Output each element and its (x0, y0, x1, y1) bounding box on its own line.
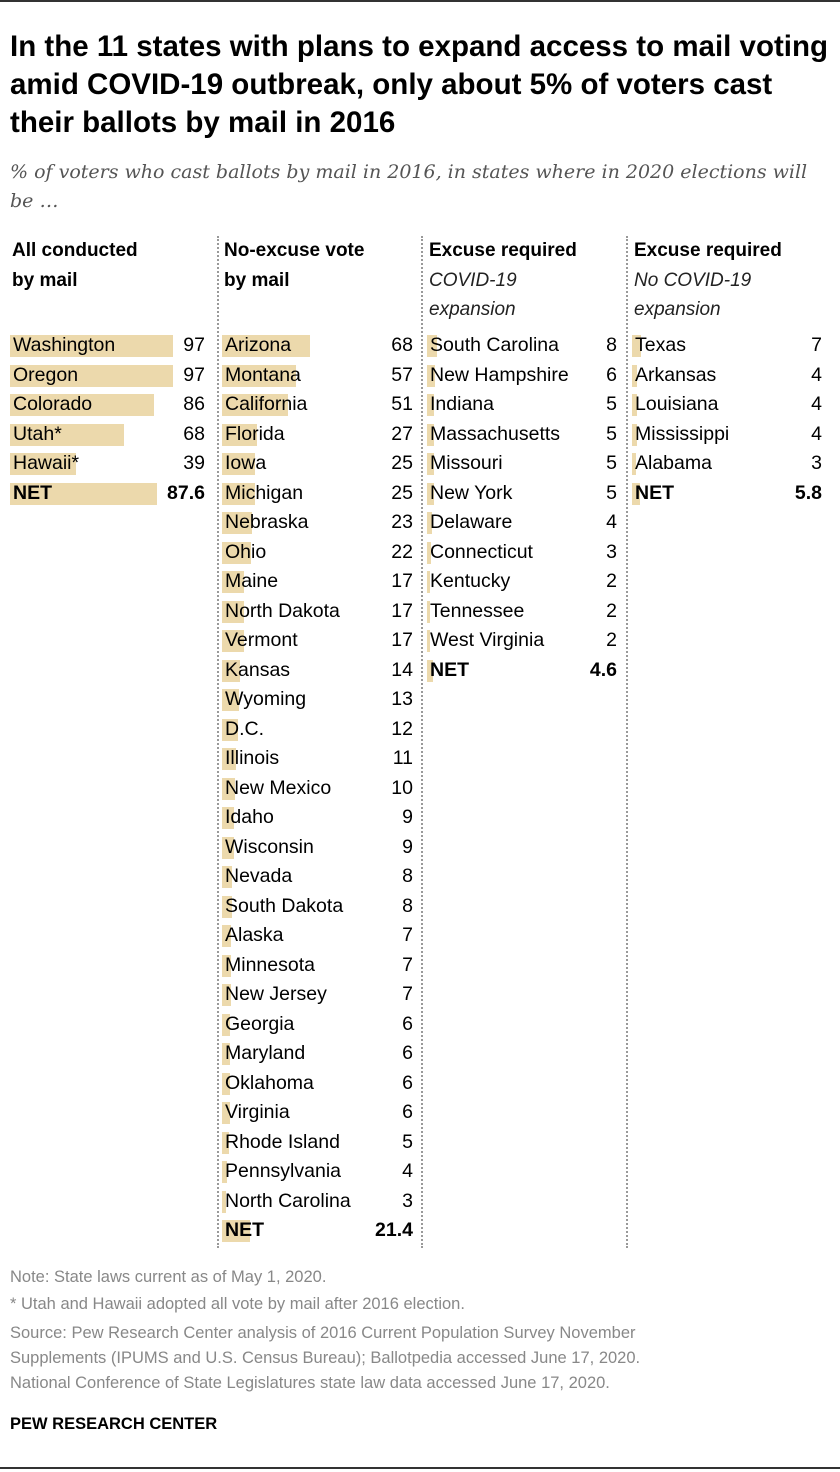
column-heading-line: All conducted (12, 240, 138, 261)
bar-label: New Hampshire (430, 363, 569, 386)
column-subheading-line: expansion (429, 299, 516, 320)
bar-label: Texas (635, 334, 686, 356)
bar-value-label: 10 (391, 776, 413, 799)
bar-value-label: 6 (402, 1071, 413, 1094)
bar-value-label: 68 (391, 334, 413, 356)
bar-row (222, 892, 413, 922)
chart-subtitle: % of voters who cast ballots by mail in 2016, in states where in 2020 elections will be … (10, 161, 808, 212)
bar-value-label: 5 (402, 1130, 413, 1153)
bar-value-label: 51 (391, 393, 413, 415)
bar-label: Kansas (225, 658, 291, 681)
bar-row (222, 862, 413, 892)
bar-row (222, 538, 413, 568)
column-heading-line: Excuse required (429, 240, 577, 261)
bar-value-label: 7 (402, 924, 413, 946)
bar-value-label: 4 (811, 422, 822, 445)
bar-label: New Jersey (225, 983, 327, 1005)
bar-value-label: 5 (606, 481, 617, 504)
bar-value-label: 6 (402, 1012, 413, 1035)
bar-value-label: 8 (402, 894, 413, 917)
bar-label: Illinois (225, 747, 280, 769)
bar-value-label: 39 (183, 452, 205, 474)
bar-label: West Virginia (430, 629, 545, 651)
column-divider (626, 236, 628, 1248)
bar-row (222, 567, 413, 597)
column-header (12, 236, 138, 295)
bar-row (222, 331, 413, 361)
bar-row (222, 803, 413, 833)
bar-row (222, 921, 413, 951)
bar-label: Alabama (635, 452, 712, 474)
bar-value-label: 21.4 (375, 1219, 413, 1241)
bar-row (222, 597, 413, 627)
column-heading-line: No-excuse vote (224, 240, 365, 261)
net-row (427, 656, 617, 686)
bar-row (222, 390, 413, 420)
bar-label: Delaware (430, 511, 513, 533)
bar-label: Vermont (225, 629, 298, 651)
bar-row (222, 361, 413, 391)
bar-label: Utah* (13, 422, 62, 445)
bar-value-label: 3 (402, 1189, 413, 1212)
bar-value-label: 3 (606, 540, 617, 563)
bar-row (427, 567, 617, 597)
bar-label: Washington (13, 334, 116, 356)
bar-value-label: 22 (391, 540, 413, 563)
bar-label: NET (635, 481, 674, 504)
bar-label: South Carolina (430, 334, 559, 356)
column-heading-line: by mail (12, 269, 78, 291)
bar-label: Ohio (225, 540, 267, 563)
bar-row (632, 390, 822, 420)
bar-value-label: 4 (402, 1160, 413, 1182)
bar-value-label: 13 (391, 688, 413, 710)
bar-label: New York (430, 481, 513, 504)
bar-label: Colorado (13, 393, 93, 415)
column-divider (421, 236, 423, 1248)
bar-label: Oklahoma (225, 1071, 314, 1094)
bar-row (222, 479, 413, 509)
bar-row (222, 656, 413, 686)
bar-value-label: 97 (183, 363, 205, 386)
bar-value-label: 87.6 (167, 481, 205, 504)
footer-note: Note: State laws current as of May 1, 2020. (10, 1268, 327, 1286)
bar-value-label: 14 (391, 658, 413, 681)
bar-label: Iowa (225, 452, 267, 474)
bar-label: Michigan (225, 481, 304, 504)
bar-label: Kentucky (430, 570, 511, 592)
bar-value-label: 11 (392, 747, 413, 769)
bar-label: Virginia (225, 1101, 290, 1123)
bar-label: Mississippi (635, 422, 730, 445)
bar-value-label: 3 (811, 452, 822, 474)
bar-label: NET (225, 1219, 264, 1241)
net-row (222, 1216, 413, 1246)
bar-row (427, 479, 617, 509)
bar-row (222, 980, 413, 1010)
bar-row (632, 361, 822, 391)
bar-value-label: 57 (391, 363, 413, 386)
bar-label: Wisconsin (225, 835, 314, 858)
bar-row (222, 744, 413, 774)
bar-value-label: 23 (391, 511, 413, 533)
bar-value-label: 6 (402, 1042, 413, 1064)
bar-label: NET (13, 481, 52, 504)
bar-value-label: 5 (606, 452, 617, 474)
bar-label: Idaho (225, 806, 274, 828)
bar-value-label: 4 (811, 363, 822, 386)
bar-value-label: 2 (606, 570, 617, 592)
bar-row (222, 774, 413, 804)
bar-row (222, 1069, 413, 1099)
bar-value-label: 7 (811, 334, 822, 356)
bar-value-label: 5 (606, 422, 617, 445)
bar-row (427, 449, 617, 479)
bar-value-label: 4 (606, 511, 617, 533)
bar-label: North Carolina (225, 1189, 351, 1212)
bar-row (427, 626, 617, 656)
bar-label: D.C. (225, 717, 264, 740)
bar-value-label: 4 (811, 393, 822, 415)
footer-asterisk-note: * Utah and Hawaii adopted all vote by mail after 2016 election. (10, 1295, 465, 1313)
bar-label: Tennessee (430, 599, 525, 622)
bar-label: Missouri (430, 452, 503, 474)
bar-label: Indiana (430, 393, 494, 415)
top-rule (0, 0, 840, 2)
bar-row (222, 685, 413, 715)
bar-row (427, 361, 617, 391)
bar-label: Arizona (225, 334, 292, 356)
bar-row (10, 449, 205, 479)
bar-value-label: 5 (606, 393, 617, 415)
bar-label: California (225, 393, 308, 415)
bar-label: Hawaii* (13, 452, 80, 474)
bar-value-label: 2 (606, 599, 617, 622)
column-header (429, 236, 577, 325)
bar-label: Minnesota (225, 953, 315, 976)
bar-value-label: 8 (402, 865, 413, 887)
bottom-rule (0, 1467, 840, 1469)
column-heading-line: Excuse required (634, 240, 782, 261)
bar-row (632, 331, 822, 361)
bar-value-label: 27 (391, 422, 413, 445)
bar-row (427, 331, 617, 361)
bar-value-label: 7 (402, 953, 413, 976)
bar-row (427, 538, 617, 568)
bar-label: Wyoming (225, 688, 307, 710)
column-subheading-line: COVID-19 (429, 269, 517, 291)
bar-row (222, 1157, 413, 1187)
net-row (632, 479, 822, 509)
bar-value-label: 5.8 (794, 481, 822, 504)
bar-value-label: 97 (183, 334, 205, 356)
bar-row (222, 508, 413, 538)
bar-row (632, 420, 822, 450)
bar-label: Pennsylvania (225, 1160, 341, 1182)
bar-value-label: 6 (606, 363, 617, 386)
bar-value-label: 17 (391, 629, 413, 651)
bar-label: Oregon (13, 363, 79, 386)
bar-row (222, 420, 413, 450)
net-row (10, 479, 205, 509)
bar-label: Montana (225, 363, 301, 386)
footer-source-line: National Conference of State Legislatures state law data accessed June 17, 2020. (10, 1374, 610, 1392)
bar-row (10, 331, 205, 361)
bar-label: Louisiana (635, 393, 719, 415)
bar-label: Massachusetts (430, 422, 561, 445)
bar-value-label: 6 (402, 1101, 413, 1123)
column-heading-line: by mail (224, 269, 290, 291)
column-divider (217, 236, 219, 1248)
bar-row (222, 951, 413, 981)
column-subheading-line: No COVID-19 (634, 269, 752, 291)
bar-row (427, 508, 617, 538)
bar-row (222, 1098, 413, 1128)
bar-row (222, 449, 413, 479)
column-header (224, 236, 364, 295)
bar-row (222, 1039, 413, 1069)
bar-row (10, 420, 205, 450)
bar-label: Connecticut (430, 540, 533, 563)
bar-label: Nevada (225, 865, 293, 887)
bar-value-label: 17 (391, 599, 413, 622)
bar-label: Maryland (225, 1042, 306, 1064)
column-header (634, 236, 782, 325)
bar-label: North Dakota (225, 599, 340, 622)
chart-title: In the 11 states with plans to expand access to mail voting amid COVID-19 outbreak, only about 5% of voters cast their ballots by mail in 2016 (10, 30, 829, 139)
bar-row (10, 390, 205, 420)
bar-row (222, 715, 413, 745)
bar-label: Rhode Island (225, 1130, 340, 1153)
bar-label: Nebraska (225, 511, 309, 533)
bar-row (632, 449, 822, 479)
bar-value-label: 86 (183, 393, 205, 415)
bar-label: Alaska (225, 924, 284, 946)
bar-value-label: 25 (391, 452, 413, 474)
bar-label: South Dakota (225, 894, 344, 917)
bar-value-label: 25 (391, 481, 413, 504)
bar-value-label: 9 (402, 835, 413, 858)
bar-value-label: 17 (391, 570, 413, 592)
bar-row (222, 1187, 413, 1217)
bar-row (222, 1128, 413, 1158)
bar-label: New Mexico (225, 776, 332, 799)
bar-row (427, 420, 617, 450)
column-subheading-line: expansion (634, 299, 721, 320)
bar-label: NET (430, 658, 469, 681)
bar-row (10, 361, 205, 391)
bar-label: Maine (225, 570, 279, 592)
bar-row (222, 626, 413, 656)
footer-source-line: Supplements (IPUMS and U.S. Census Bureau); Ballotpedia accessed June 17, 2020. (10, 1349, 641, 1367)
bar-row (222, 833, 413, 863)
bar-value-label: 9 (402, 806, 413, 828)
bar-value-label: 8 (606, 334, 617, 356)
bar-value-label: 7 (402, 983, 413, 1005)
brand-label: PEW RESEARCH CENTER (10, 1415, 218, 1433)
bar-row (222, 1010, 413, 1040)
bar-value-label: 12 (391, 717, 413, 740)
bar-row (427, 597, 617, 627)
bar-label: Georgia (225, 1012, 295, 1035)
bar-label: Arkansas (635, 363, 717, 386)
footer-source-line: Source: Pew Research Center analysis of 2016 Current Population Survey November (10, 1324, 636, 1342)
bar-value-label: 68 (183, 422, 205, 445)
bar-label: Florida (225, 422, 285, 445)
bar-row (427, 390, 617, 420)
bar-value-label: 2 (606, 629, 617, 651)
bar-value-label: 4.6 (589, 658, 617, 681)
